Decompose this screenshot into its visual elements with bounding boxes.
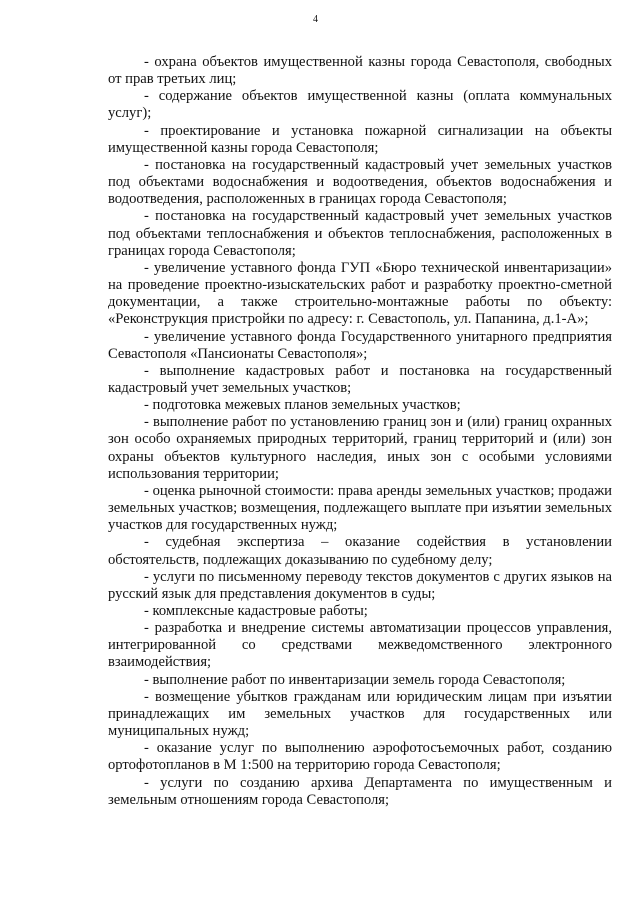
list-item: - услуги по письменному переводу текстов документов с других языков на русский язык для представления документов в суды;	[108, 568, 612, 602]
list-item: - оценка рыночной стоимости: права аренды земельных участков; продажи земельных участков; возмещения, подлежащего выплате при изъятии земельных участков для государственных нужд;	[108, 482, 612, 534]
list-item: - постановка на государственный кадастровый учет земельных участков под объектами водоснабжения и водоотведения, объектов водоснабжения и водоотведения, расположенных в границах города Севастополя;	[108, 156, 612, 208]
list-item: - содержание объектов имущественной казны (оплата коммунальных услуг);	[108, 88, 612, 122]
list-item: - постановка на государственный кадастровый учет земельных участков под объектами теплоснабжения и объектов теплоснабжения, расположенных в границах города Севастополя;	[108, 208, 612, 259]
list-item: - проектирование и установка пожарной сигнализации на объекты имущественной казны города Севастополя;	[108, 122, 612, 156]
list-item: - подготовка межевых планов земельных участков;	[144, 397, 461, 414]
list-item: - увеличение уставного фонда Государственного унитарного предприятия Севастополя «Пансионаты Севастополя»;	[108, 328, 612, 362]
list-item: - выполнение кадастровых работ и постановка на государственный кадастровый учет земельных участков;	[108, 362, 612, 396]
list-item: - охрана объектов имущественной казны города Севастополя, свободных от прав третьих лиц;	[108, 54, 612, 88]
list-item: - разработка и внедрение системы автоматизации процессов управления, интегрированной со средствами межведомственного электронного взаимодействия;	[108, 620, 612, 671]
expense-list	[108, 54, 612, 809]
list-item: - выполнение работ по установлению границ зон и (или) границ охранных зон особо охраняемых природных территорий, границ территорий и (или) зон охраны объектов культурного наследия, иных зон с особыми условиями использования территории;	[108, 414, 612, 482]
list-item: - услуги по созданию архива Департамента по имущественным и земельным отношениям города Севастополя;	[108, 774, 612, 808]
page-number: 4	[313, 14, 318, 25]
list-item: - увеличение уставного фонда ГУП «Бюро технической инвентаризации» на проведение проектно-изыскательских работ и разработку проектно-сметной документации, а также строительно-монтажные работы по объекту: «Реконструкция пристройки по адресу: г. Севастополь, ул. Папанина, д.1-А»;	[108, 259, 612, 328]
list-item: - оказание услуг по выполнению аэрофотосъемочных работ, созданию ортофотопланов в М 1:500 на территорию города Севастополя;	[108, 740, 612, 774]
list-item: - выполнение работ по инвентаризации земель города Севастополя;	[144, 671, 566, 688]
list-item: - возмещение убытков гражданам или юридическим лицам при изъятии принадлежащих им земельных участков для государственных или муниципальных нужд;	[108, 688, 612, 740]
list-item: - комплексные кадастровые работы;	[144, 603, 368, 619]
list-item: - судебная экспертиза – оказание содействия в установлении обстоятельств, подлежащих доказыванию по судебному делу;	[108, 534, 612, 568]
